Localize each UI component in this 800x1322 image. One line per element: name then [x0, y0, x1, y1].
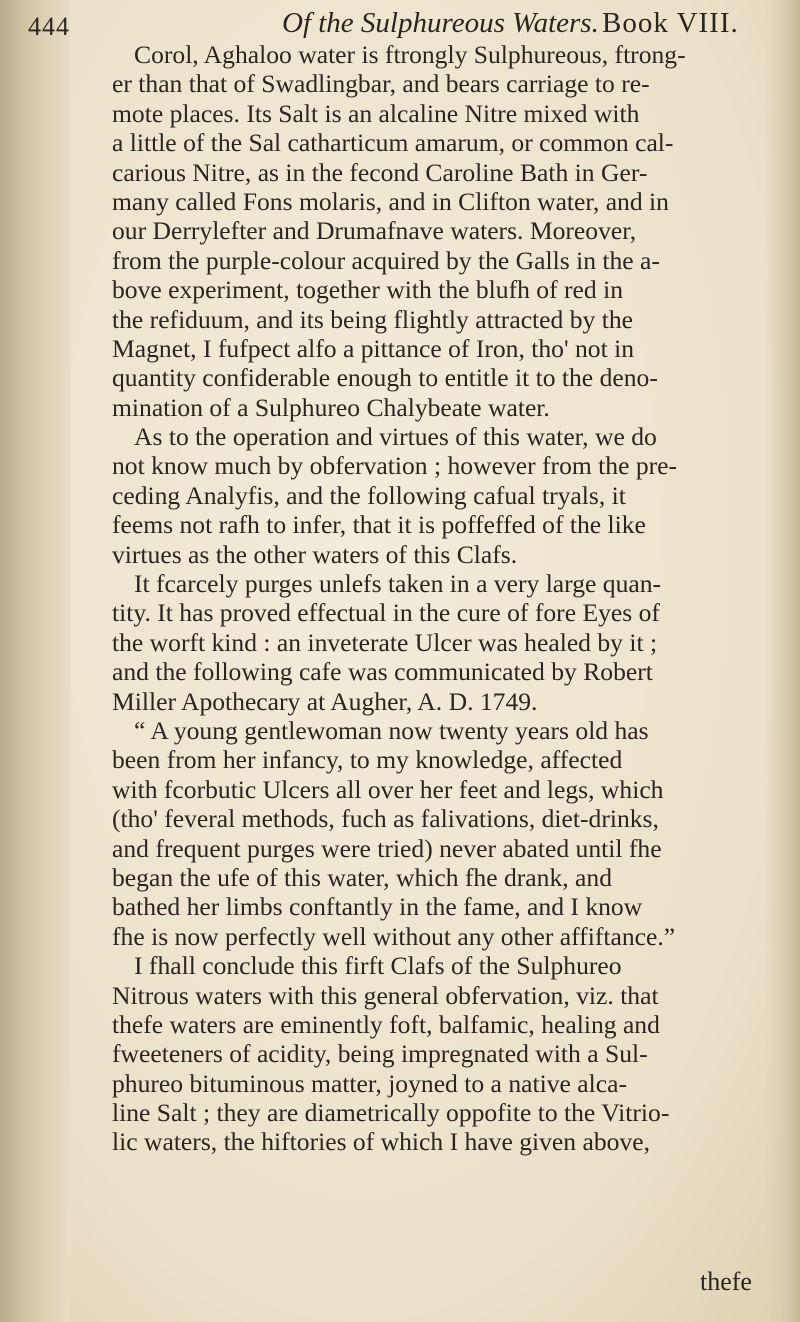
text-line: phureo bituminous matter, joyned to a native alca- [112, 1068, 627, 1098]
text-line: Corol, Aghaloo water is ftrongly Sulphureous, ftrong- [134, 40, 686, 69]
text-line: mination of a Sulphureo Chalybeate water. [112, 392, 550, 422]
text-line: I fhall conclude this firft Clafs of the Sulphureo [134, 951, 622, 981]
text-line: ceding Analyfis, and the following cafual tryals, it [112, 480, 626, 510]
text-line: been from her infancy, to my knowledge, affected [112, 745, 623, 775]
text-line: As to the operation and virtues of this water, we do [134, 422, 657, 452]
text-line: (tho' feveral methods, fuch as falivations, diet-drinks, [112, 804, 659, 834]
text-line: lic waters, the hiftories of which I have given above, [112, 1127, 650, 1157]
binding-gutter [0, 0, 70, 1322]
text-line: the worft kind : an inveterate Ulcer was healed by it ; [112, 627, 658, 657]
text-line: fhe is now perfectly well without any other affiftance.” [112, 921, 676, 951]
text-line: er than that of Swadlingbar, and bears carriage to re- [112, 69, 650, 99]
body-text [112, 40, 772, 1157]
text-line: quantity confiderable enough to entitle it to the deno- [112, 363, 658, 393]
book-label: Book VIII. [602, 7, 739, 39]
text-line: and the following cafe was communicated by Robert [112, 657, 653, 687]
page-number: 444 [28, 12, 70, 41]
text-line: Miller Apothecary at Augher, A. D. 1749. [112, 686, 538, 716]
text-line: a little of the Sal catharticum amarum, or common cal- [112, 128, 674, 158]
text-line: the refiduum, and its being flightly attracted by the [112, 304, 633, 334]
text-line: Nitrous waters with this general obfervation, viz. that [112, 980, 659, 1010]
text-line: from the purple-colour acquired by the Galls in the a- [112, 245, 660, 275]
text-line: bathed her limbs conftantly in the fame, and I know [112, 892, 643, 922]
text-line: Magnet, I fufpect alfo a pittance of Iron, tho' not in [112, 333, 634, 363]
running-header [12, 2, 792, 42]
running-title: Of the Sulphureous Waters. [282, 7, 599, 39]
text-line: fweeteners of acidity, being impregnated with a Sul- [112, 1039, 648, 1069]
text-line: and frequent purges were tried) never abated until fhe [112, 833, 662, 863]
catchword: thefe [700, 1267, 752, 1296]
text-line: “ A young gentlewoman now twenty years old has [134, 715, 649, 745]
text-line: tity. It has proved effectual in the cure of fore Eyes of [112, 598, 660, 628]
text-line: bove experiment, together with the blufh of red in [112, 275, 624, 305]
text-line: line Salt ; they are diametrically oppofite to the Vitrio- [112, 1098, 670, 1128]
text-line: many called Fons molaris, and in Clifton water, and in [112, 186, 669, 216]
text-line: with fcorbutic Ulcers all over her feet and legs, which [112, 774, 664, 804]
text-line: mote places. Its Salt is an alcaline Nitre mixed with [112, 98, 640, 128]
text-line: virtues as the other waters of this Clafs. [112, 539, 518, 569]
text-line: thefe waters are eminently foft, balfamic, healing and [112, 1009, 660, 1039]
text-line: began the ufe of this water, which fhe drank, and [112, 862, 613, 892]
text-line: carious Nitre, as in the fecond Caroline Bath in Ger- [112, 157, 648, 187]
text-line: our Derrylefter and Drumafnave waters. Moreover, [112, 216, 637, 246]
text-line: feems not rafh to infer, that it is poffeffed of the like [112, 510, 646, 540]
text-line: It fcarcely purges unlefs taken in a very large quan- [134, 569, 662, 599]
text-line: not know much by obfervation ; however from the pre- [112, 451, 678, 481]
